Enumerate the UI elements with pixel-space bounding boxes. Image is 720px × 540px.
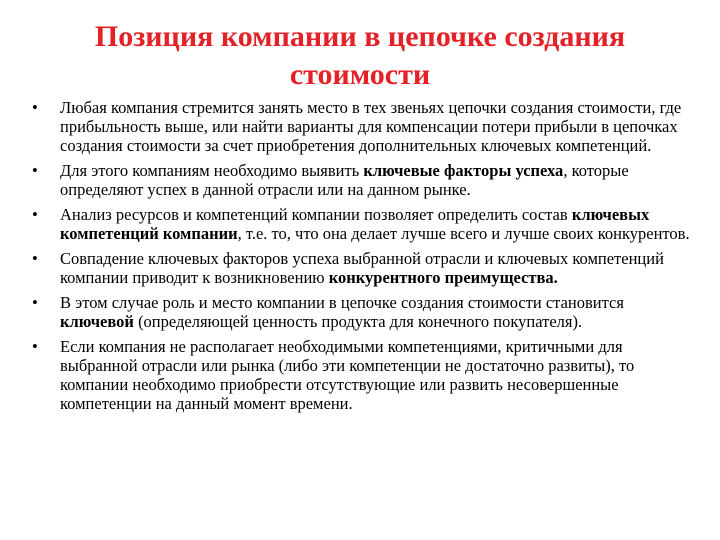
- bullet-emphasis-text: ключевой: [60, 312, 134, 331]
- bullet-text-segment: Для этого компаниям необходимо выявить: [60, 161, 364, 180]
- bullet-text-segment: , т.е. то, что она делает лучше всего и лучше своих конкурентов.: [237, 224, 690, 243]
- bullet-item: [28, 161, 700, 199]
- bullet-list: [28, 98, 700, 419]
- bullet-text-segment: Совпадение ключевых факторов успеха выбранной отрасли и ключевых компетенций компании приводит к возникновению: [60, 249, 664, 287]
- bullet-item: [28, 293, 700, 331]
- bullet-item: [28, 337, 700, 413]
- slide-title: Позиция компании в цепочке создания стоимости: [94, 20, 626, 91]
- bullet-marker: •: [32, 205, 38, 224]
- bullet-marker: •: [32, 161, 38, 180]
- bullet-item: [28, 98, 700, 155]
- bullet-emphasis-text: ключевые факторы успеха: [363, 161, 564, 180]
- bullet-text-segment: Анализ ресурсов и компетенций компании позволяет определить состав: [60, 205, 572, 224]
- bullet-text-segment: Любая компания стремится занять место в тех звеньях цепочки создания стоимости, где прибыльность выше, или найти варианты для компенсации потери прибыли в цепочках создания стоимости за счет приобретения дополнительных ключевых компетенций.: [60, 98, 682, 155]
- bullet-item: [28, 249, 700, 287]
- bullet-text-segment: В этом случае роль и место компании в цепочке создания стоимости становится: [60, 293, 624, 312]
- bullet-emphasis-text: конкурентного преимущества.: [328, 268, 558, 287]
- bullet-marker: •: [32, 249, 38, 268]
- bullet-item: [28, 205, 700, 243]
- bullet-text-segment: Если компания не располагает необходимыми компетенциями, критичными для выбранной отрасли или рынка (либо эти компетенции не достаточно развиты), то компании необходимо приобрести отсутствующие или развить несовершенные компетенции на данный момент времени.: [60, 337, 635, 413]
- bullet-text-segment: , которые определяют успех в данной отрасли или на данном рынке.: [60, 161, 629, 199]
- bullet-emphasis-text: ключевых компетенций компании: [60, 205, 650, 243]
- bullet-marker: •: [32, 337, 38, 356]
- bullet-marker: •: [32, 98, 38, 117]
- bullet-text-segment: (определяющей ценность продукта для конечного покупателя).: [133, 312, 583, 331]
- bullet-marker: •: [32, 293, 38, 312]
